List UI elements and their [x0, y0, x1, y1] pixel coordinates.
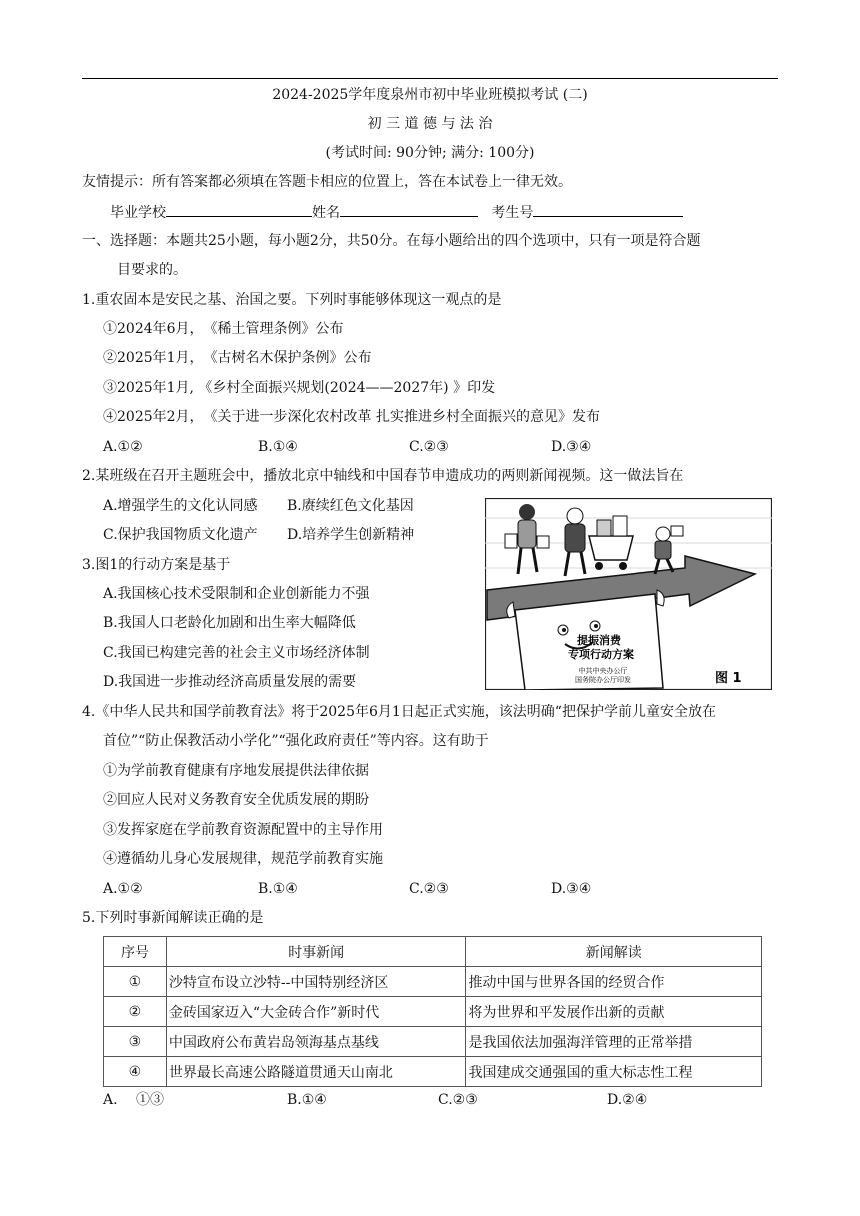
school-field[interactable]: [166, 202, 312, 217]
table-cell: 我国建成交通强国的重大标志性工程: [466, 1057, 762, 1087]
table-cell: 推动中国与世界各国的经贸合作: [466, 967, 762, 997]
q5-stem: 5.下列时事新闻解读正确的是: [82, 910, 264, 926]
q4-item: ③发挥家庭在学前教育资源配置中的主导作用: [103, 822, 383, 838]
q1-option-b[interactable]: B.①④: [258, 439, 298, 455]
q3-option-b[interactable]: B.我国人口老龄化加剧和出生率大幅降低: [103, 615, 356, 631]
q1-item: ②2025年1月， 《古树名木保护条例》公布: [103, 350, 372, 366]
table-cell: ④: [104, 1057, 167, 1087]
q3-stem: 3.图1的行动方案是基于: [82, 557, 231, 573]
table-cell: 是我国依法加强海洋管理的正常举措: [466, 1027, 762, 1057]
q5-option-c[interactable]: C.②③: [438, 1092, 478, 1108]
table-cell: ①: [104, 967, 167, 997]
table-header-row: [104, 937, 762, 967]
table-row: [104, 1057, 762, 1087]
q3-option-c[interactable]: C.我国已构建完善的社会主义市场经济体制: [103, 645, 370, 661]
q1-option-c[interactable]: C.②③: [409, 439, 449, 455]
q2-option-b[interactable]: B.赓续红色文化基因: [287, 498, 414, 514]
table-header: 序号: [104, 937, 167, 967]
table-row: [104, 997, 762, 1027]
q4-stem-line1: 4.《中华人民共和国学前教育法》将于2025年6月1日起正式实施，该法明确“把保护学前儿童安全放在: [82, 704, 716, 720]
name-field[interactable]: [340, 202, 478, 217]
table-row: [104, 1027, 762, 1057]
table-row: [104, 967, 762, 997]
q4-option-a[interactable]: A.①②: [103, 881, 143, 897]
q1-options: [0, 437, 860, 457]
section-intro-line2: 目要求的。: [117, 262, 187, 278]
exam-title: 2024-2025学年度泉州市初中毕业班模拟考试 (二): [272, 87, 588, 103]
doc-title-line1: 提振消费: [577, 634, 621, 647]
q4-option-d[interactable]: D.③④: [551, 881, 592, 897]
news-table: [103, 936, 762, 1087]
q2-option-d[interactable]: D.培养学生创新精神: [287, 527, 415, 543]
table-cell: ③: [104, 1027, 167, 1057]
q4-options: [0, 879, 860, 899]
doc-title-line2: 专项行动方案: [568, 648, 634, 661]
doc-issuer-line2: 国务院办公厅印发: [575, 676, 631, 684]
exam-info: (考试时间: 90分钟; 满分: 100分): [325, 145, 535, 161]
notice: 友情提示：所有答案都必须填在答题卡相应的位置上，答在本试卷上一律无效。: [82, 174, 572, 190]
q1-option-d[interactable]: D.③④: [551, 439, 592, 455]
q5-option-b[interactable]: B.①④: [287, 1092, 327, 1108]
top-rule: [82, 78, 778, 79]
table-cell: 沙特宣布设立沙特--中国特别经济区: [166, 967, 466, 997]
table-cell: ②: [104, 997, 167, 1027]
q4-item: ②回应人民对义务教育安全优质发展的期盼: [103, 792, 369, 808]
q5-option-a[interactable]: A. ①③: [103, 1092, 165, 1108]
q2-options-row1: [0, 496, 480, 516]
q2-option-a[interactable]: A.增强学生的文化认同感: [103, 498, 258, 514]
q1-stem: 1.重农固本是安民之基、治国之要。下列时事能够体现这一观点的是: [82, 292, 502, 308]
q3-option-d[interactable]: D.我国进一步推动经济高质量发展的需要: [103, 674, 357, 690]
subject-title: 初 三 道 德 与 法 治: [367, 116, 493, 132]
q2-option-c[interactable]: C.保护我国物质文化遗产: [103, 527, 258, 543]
q4-item: ④遵循幼儿身心发展规律，规范学前教育实施: [103, 851, 383, 867]
q2-stem: 2.某班级在召开主题班会中，播放北京中轴线和中国春节申遗成功的两则新闻视频。这一做法旨在: [82, 468, 684, 484]
q4-stem-line2: 首位”“防止保教活动小学化”“强化政府责任”等内容。这有助于: [103, 733, 489, 749]
school-label: 毕业学校: [110, 205, 166, 221]
exam-no-label: 考生号: [491, 205, 534, 221]
candidate-fields: [110, 202, 683, 223]
doc-issuer-line1: 中共中央办公厅: [578, 667, 628, 675]
q5-option-d[interactable]: D.②④: [607, 1092, 648, 1108]
q4-option-b[interactable]: B.①④: [258, 881, 298, 897]
table-header: 新闻解读: [466, 937, 762, 967]
q1-option-a[interactable]: A.①②: [103, 439, 143, 455]
q1-item: ④2025年2月， 《关于进一步深化农村改革 扎实推进乡村全面振兴的意见》发布: [103, 409, 600, 425]
q2-options-row2: [0, 525, 480, 545]
q1-item: ①2024年6月， 《稀土管理条例》公布: [103, 321, 344, 337]
q4-item: ①为学前教育健康有序地发展提供法律依据: [103, 763, 369, 779]
q3-option-a[interactable]: A.我国核心技术受限制和企业创新能力不强: [103, 586, 370, 602]
table-cell: 金砖国家迈入“大金砖合作”新时代: [166, 997, 466, 1027]
table-cell: 世界最长高速公路隧道贯通天山南北: [166, 1057, 466, 1087]
table-cell: 将为世界和平发展作出新的贡献: [466, 997, 762, 1027]
q5-options: [0, 1090, 860, 1110]
q1-item: ③2025年1月, 《乡村全面振兴规划(2024——2027年) 》印发: [103, 380, 496, 396]
table-cell: 中国政府公布黄岩岛领海基点基线: [166, 1027, 466, 1057]
figure-1: [485, 498, 772, 690]
q4-option-c[interactable]: C.②③: [409, 881, 449, 897]
figure-caption: 图 1: [715, 671, 742, 686]
section-intro-line1: 一、选择题：本题共25小题，每小题2分，共50分。在每小题给出的四个选项中，只有一项是符合题: [82, 233, 701, 249]
exam-no-field[interactable]: [533, 202, 683, 217]
table-header: 时事新闻: [166, 937, 466, 967]
name-label: 姓名: [312, 205, 340, 221]
